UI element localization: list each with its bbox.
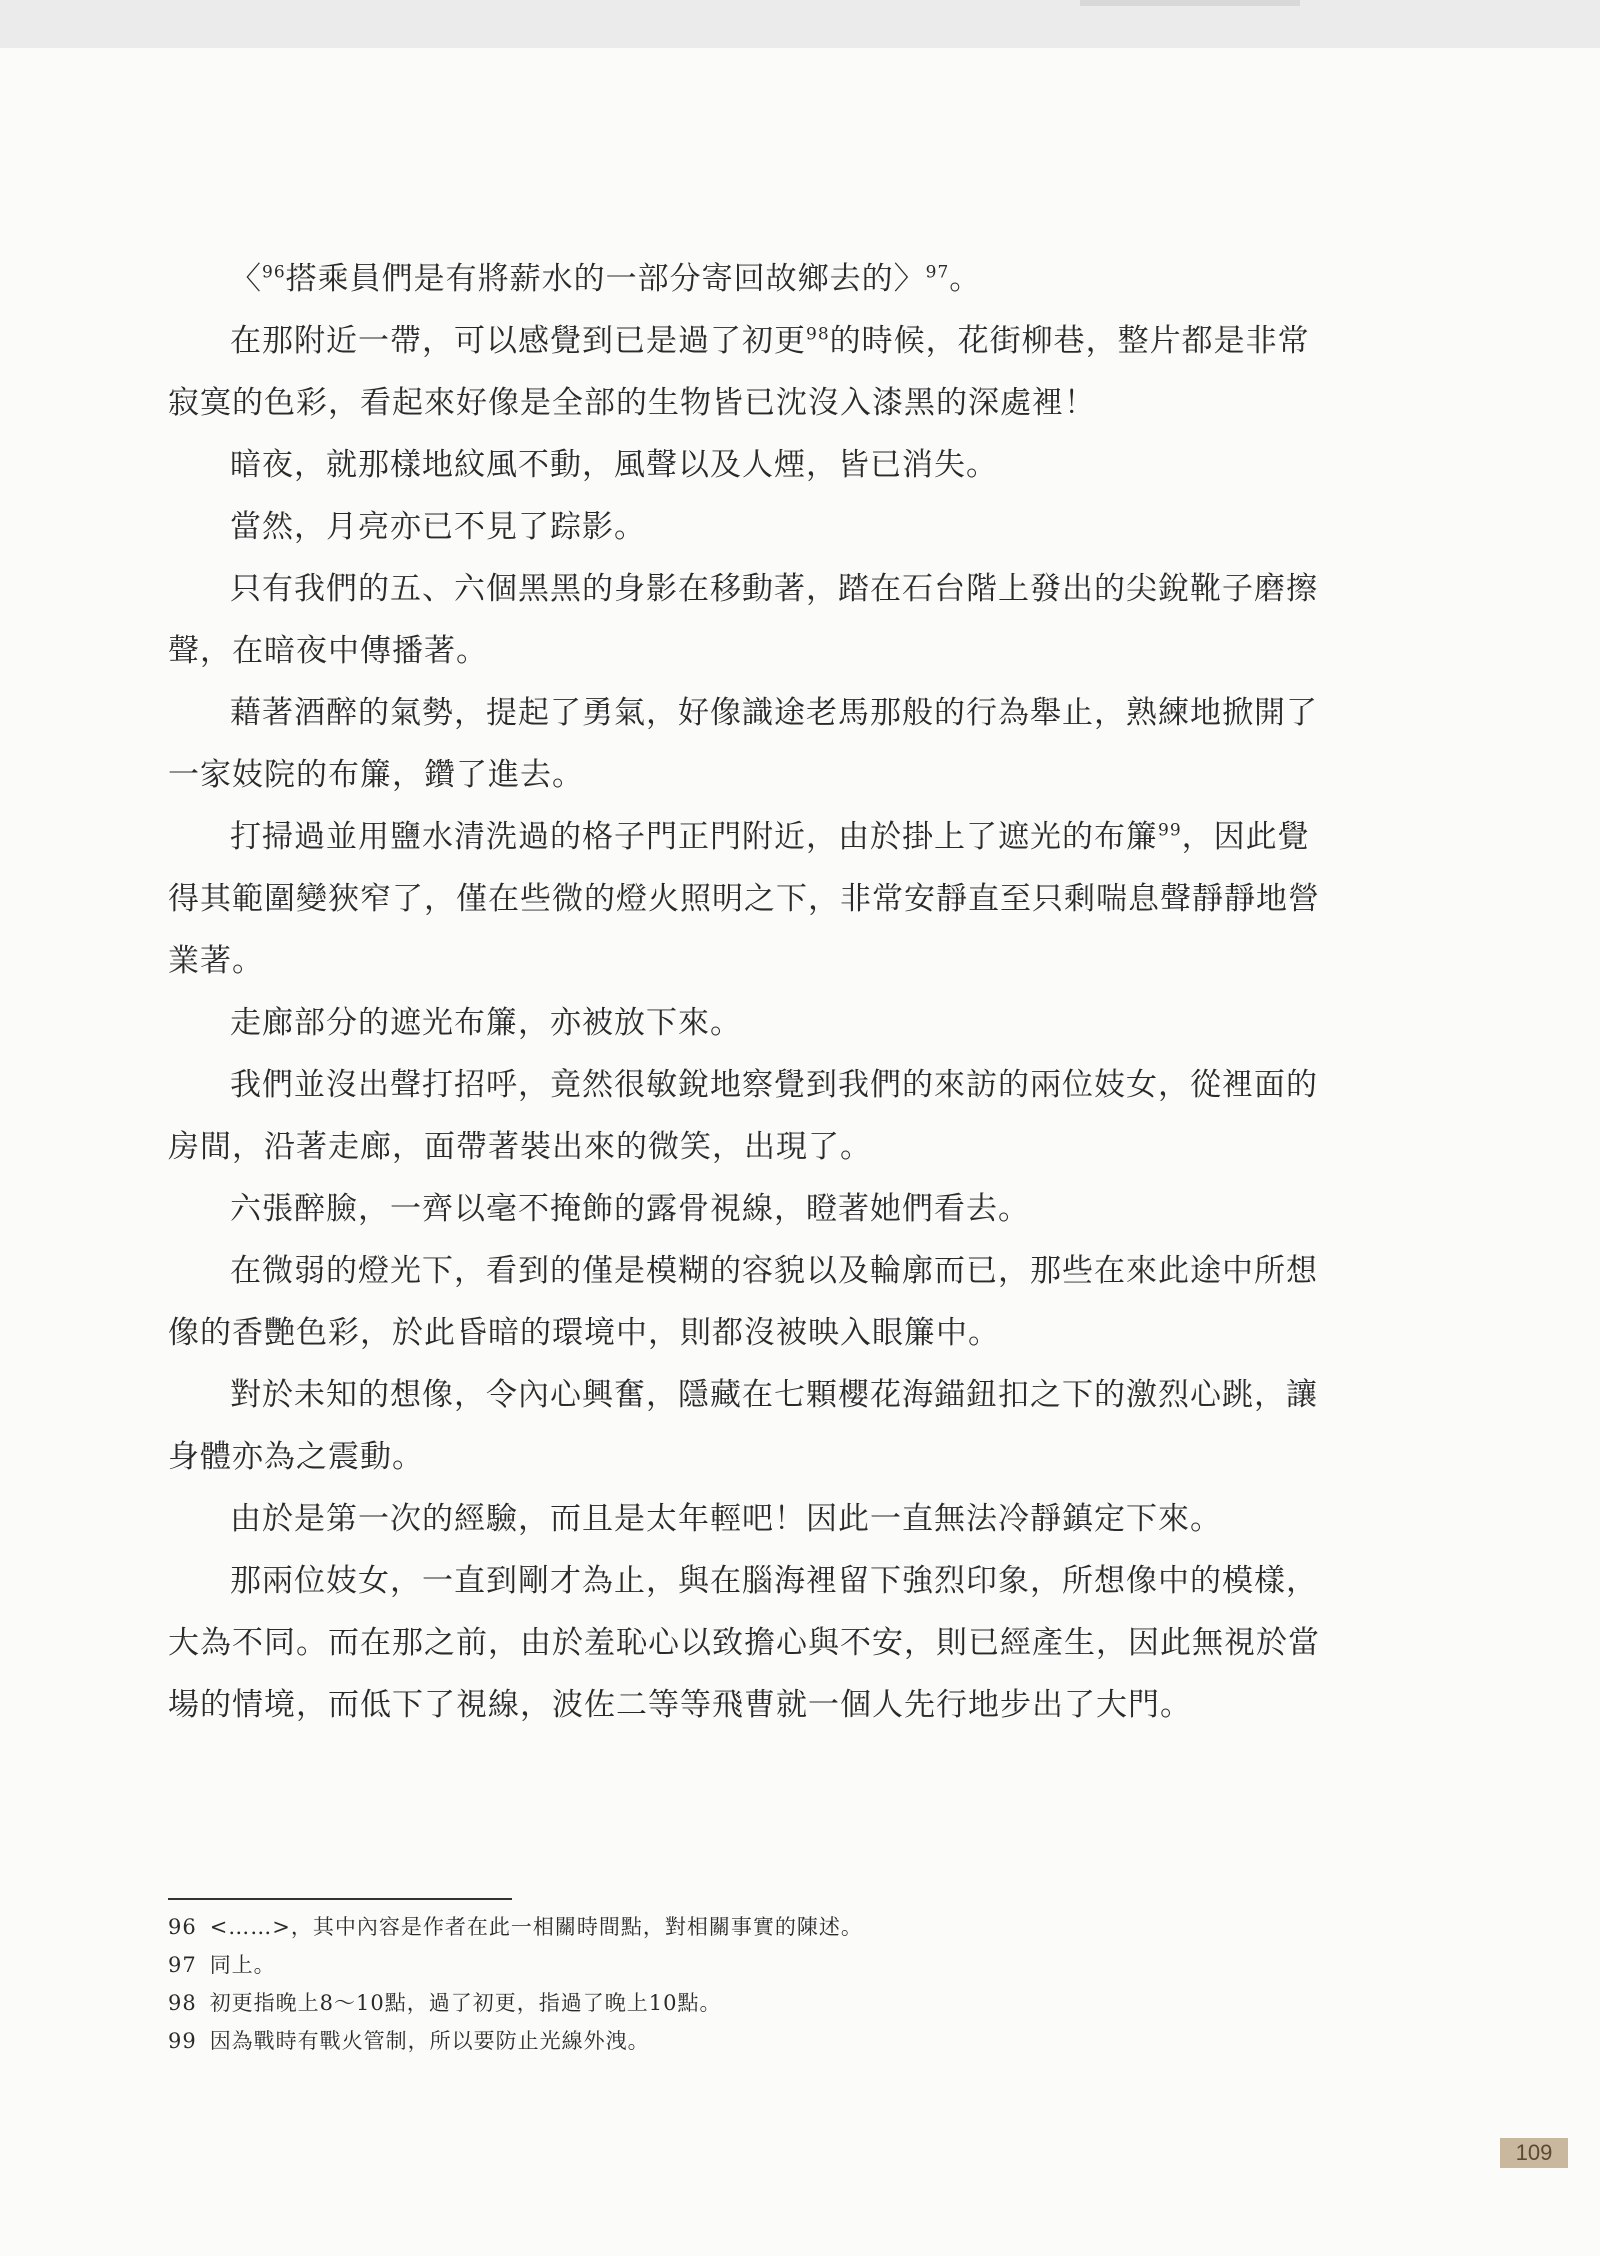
paragraph-text: 那兩位妓女，一直到剛才為止，與在腦海裡留下強烈印象，所想像中的模樣，大為不同。而在那之前，由於羞恥心以致擔心與不安，則已經產生，因此無視於當場的情境，而低下了視線，波佐二等等飛曹就一個人先行地步出了大門。 xyxy=(168,1563,1320,1723)
paragraph-text: 我們並沒出聲打招呼，竟然很敏銳地察覺到我們的來訪的兩位妓女，從裡面的房間，沿著走廊，面帶著裝出來的微笑，出現了。 xyxy=(168,1067,1318,1165)
footnote-text: 因為戰時有戰火管制，所以要防止光線外洩。 xyxy=(209,2029,650,2053)
footnote xyxy=(168,1946,1268,1984)
paragraph-text: ，因此覺得其範圍變狹窄了，僅在些微的燈火照明之下，非常安靜直至只剩喘息聲靜靜地營業著。 xyxy=(168,819,1320,979)
paragraph-text: 只有我們的五、六個黑黑的身影在移動著，踏在石台階上發出的尖銳靴子磨擦聲，在暗夜中傳播著。 xyxy=(168,571,1318,669)
body-text xyxy=(168,248,1340,1736)
paragraph xyxy=(168,310,1340,434)
paragraph-text: 〈 xyxy=(230,261,262,297)
paragraph xyxy=(168,806,1340,992)
footnote xyxy=(168,1984,1268,2022)
footnote xyxy=(168,1908,1268,1946)
paragraph-text: 由於是第一次的經驗，而且是太年輕吧！因此一直無法冷靜鎮定下來。 xyxy=(230,1501,1222,1537)
footnote-ref: 99 xyxy=(1158,820,1182,841)
paragraph xyxy=(168,992,1340,1054)
footnote-ref: 97 xyxy=(925,262,950,283)
paragraph-text: 藉著酒醉的氣勢，提起了勇氣，好像識途老馬那般的行為舉止，熟練地掀開了一家妓院的布簾，鑽了進去。 xyxy=(168,695,1318,793)
footnote-divider xyxy=(168,1898,512,1900)
paragraph-text: 走廊部分的遮光布簾，亦被放下來。 xyxy=(230,1005,742,1041)
footnotes xyxy=(168,1908,1268,2060)
footnote xyxy=(168,2022,1268,2060)
paragraph xyxy=(168,1240,1340,1364)
paragraph-text: 對於未知的想像，令內心興奮，隱藏在七顆櫻花海錨鈕扣之下的激烈心跳，讓身體亦為之震動。 xyxy=(168,1377,1318,1475)
paragraph-text: 當然，月亮亦已不見了踪影。 xyxy=(230,509,646,545)
footnote-text: <……>，其中內容是作者在此一相關時間點，對相關事實的陳述。 xyxy=(209,1915,863,1939)
paragraph xyxy=(168,682,1340,806)
paragraph xyxy=(168,1364,1340,1488)
footnote-number: 98 xyxy=(168,1991,197,2015)
paragraph-text: 在那附近一帶，可以感覺到已是過了初更 xyxy=(230,323,806,359)
footnote-number: 96 xyxy=(168,1915,197,1939)
scan-top-band xyxy=(0,0,1600,48)
paragraph-text: 。 xyxy=(949,261,982,297)
paragraph-text: 六張醉臉，一齊以毫不掩飾的露骨視線，瞪著她們看去。 xyxy=(230,1191,1030,1227)
scan-top-mark xyxy=(1080,0,1300,6)
footnote-text: 同上。 xyxy=(209,1953,276,1977)
footnote-ref: 98 xyxy=(806,324,830,345)
footnote-ref: 96 xyxy=(262,262,286,283)
paragraph-text: 在微弱的燈光下，看到的僅是模糊的容貌以及輪廓而已，那些在來此途中所想像的香艷色彩，於此昏暗的環境中，則都沒被映入眼簾中。 xyxy=(168,1253,1318,1351)
paragraph-text: 打掃過並用鹽水清洗過的格子門正門附近，由於掛上了遮光的布簾 xyxy=(230,819,1158,855)
paragraph-text: 搭乘員們是有將薪水的一部分寄回故鄉去的〉 xyxy=(285,261,926,297)
paragraph xyxy=(168,558,1340,682)
paragraph xyxy=(168,1178,1340,1240)
paragraph xyxy=(168,1550,1340,1736)
paragraph xyxy=(168,248,1340,310)
footnote-number: 99 xyxy=(168,2029,197,2053)
paragraph xyxy=(168,496,1340,558)
footnote-number: 97 xyxy=(168,1953,197,1977)
paragraph xyxy=(168,434,1340,496)
page-number: 109 xyxy=(1515,2140,1553,2165)
page-number-badge xyxy=(1500,2138,1568,2168)
paragraph-text: 暗夜，就那樣地紋風不動，風聲以及人煙，皆已消失。 xyxy=(230,447,998,483)
paragraph xyxy=(168,1054,1340,1178)
paragraph-text: 的時候，花街柳巷，整片都是非常寂寞的色彩，看起來好像是全部的生物皆已沈沒入漆黑的深處裡！ xyxy=(168,323,1310,421)
paragraph xyxy=(168,1488,1340,1550)
footnote-text: 初更指晚上8～10點，過了初更，指過了晚上10點。 xyxy=(209,1991,722,2015)
